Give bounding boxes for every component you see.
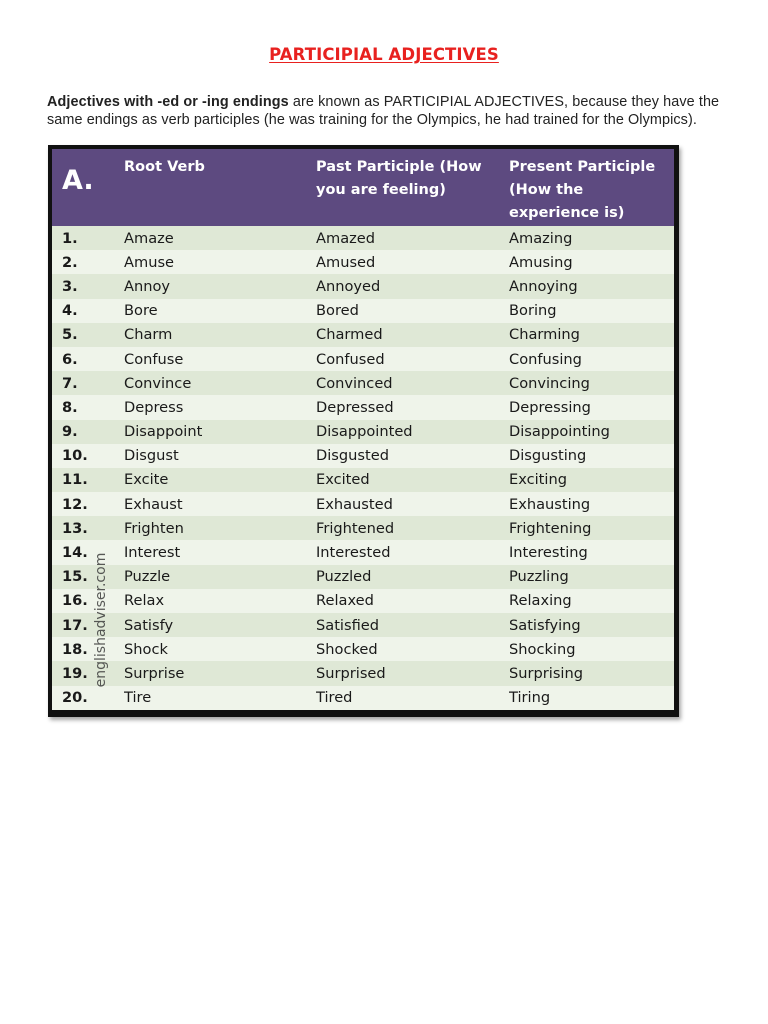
present-participle-cell: Annoying [509,274,674,298]
present-participle-cell: Charming [509,323,674,347]
table-row [52,299,674,323]
watermark: englishadviser.com [93,552,109,688]
root-verb-cell: Depress [124,395,316,419]
present-participle-cell: Amazing [509,226,674,250]
root-verb-cell: Interest [124,540,316,564]
past-participle-cell: Amused [316,250,509,274]
table-row [52,274,674,298]
past-participle-cell: Confused [316,347,509,371]
past-participle-cell: Excited [316,468,509,492]
row-number: 11. [52,468,124,492]
present-participle-cell: Disgusting [509,444,674,468]
present-participle-cell: Shocking [509,637,674,661]
participle-table [52,149,674,710]
header-past-participle: Past Participle (How you are feeling) [316,149,509,226]
row-number: 14. [52,540,124,564]
table-row [52,589,674,613]
root-verb-cell: Amaze [124,226,316,250]
past-participle-cell: Interested [316,540,509,564]
row-number: 5. [52,323,124,347]
table-row [52,661,674,685]
row-number: 19. [52,661,124,685]
present-participle-cell: Satisfying [509,613,674,637]
table-row [52,492,674,516]
table-row [52,468,674,492]
table-row [52,420,674,444]
page-title: PARTICIPIAL ADJECTIVES [269,45,499,64]
row-number: 10. [52,444,124,468]
past-participle-cell: Satisfied [316,613,509,637]
intro-text: are known as PARTICIPIAL ADJECTIVES, because they have the same endings as verb participles (he was training for the Olympics, he had trained for the Olympics). [47,94,720,129]
row-number: 6. [52,347,124,371]
root-verb-cell: Amuse [124,250,316,274]
intro-lead: Adjectives with -ed or -ing endings [47,94,289,111]
past-participle-cell: Amazed [316,226,509,250]
row-number: 17. [52,613,124,637]
participle-table-frame [48,145,679,717]
row-number: 16. [52,589,124,613]
row-number: 9. [52,420,124,444]
past-participle-cell: Depressed [316,395,509,419]
past-participle-cell: Annoyed [316,274,509,298]
present-participle-cell: Amusing [509,250,674,274]
present-participle-cell: Interesting [509,540,674,564]
past-participle-cell: Convinced [316,371,509,395]
present-participle-cell: Frightening [509,516,674,540]
present-participle-cell: Puzzling [509,565,674,589]
past-participle-cell: Charmed [316,323,509,347]
row-number: 20. [52,686,124,710]
present-participle-cell: Relaxing [509,589,674,613]
root-verb-cell: Annoy [124,274,316,298]
past-participle-cell: Disappointed [316,420,509,444]
header-root-verb: Root Verb [124,149,316,226]
table-row [52,686,674,710]
table-row [52,540,674,564]
root-verb-cell: Puzzle [124,565,316,589]
root-verb-cell: Surprise [124,661,316,685]
table-row [52,323,674,347]
root-verb-cell: Shock [124,637,316,661]
table-row [52,250,674,274]
table-row [52,565,674,589]
root-verb-cell: Confuse [124,347,316,371]
root-verb-cell: Frighten [124,516,316,540]
row-number: 8. [52,395,124,419]
root-verb-cell: Tire [124,686,316,710]
table-row [52,637,674,661]
row-number: 2. [52,250,124,274]
table-body [52,226,674,710]
table-row [52,444,674,468]
table-header-row [52,149,674,226]
present-participle-cell: Boring [509,299,674,323]
present-participle-cell: Tiring [509,686,674,710]
root-verb-cell: Disappoint [124,420,316,444]
past-participle-cell: Disgusted [316,444,509,468]
row-number: 13. [52,516,124,540]
table-row [52,347,674,371]
row-number: 4. [52,299,124,323]
root-verb-cell: Bore [124,299,316,323]
table-row [52,395,674,419]
intro-paragraph [47,93,727,129]
row-number: 15. [52,565,124,589]
past-participle-cell: Relaxed [316,589,509,613]
table-row [52,226,674,250]
past-participle-cell: Shocked [316,637,509,661]
present-participle-cell: Surprising [509,661,674,685]
table-row [52,371,674,395]
root-verb-cell: Disgust [124,444,316,468]
root-verb-cell: Satisfy [124,613,316,637]
present-participle-cell: Exciting [509,468,674,492]
root-verb-cell: Relax [124,589,316,613]
row-number: 1. [52,226,124,250]
present-participle-cell: Depressing [509,395,674,419]
present-participle-cell: Convincing [509,371,674,395]
past-participle-cell: Bored [316,299,509,323]
header-present-participle: Present Participle (How the experience is) [509,149,674,226]
row-number: 7. [52,371,124,395]
table-row [52,613,674,637]
row-number: 18. [52,637,124,661]
row-number: 3. [52,274,124,298]
table-row [52,516,674,540]
root-verb-cell: Excite [124,468,316,492]
past-participle-cell: Frightened [316,516,509,540]
past-participle-cell: Tired [316,686,509,710]
past-participle-cell: Surprised [316,661,509,685]
root-verb-cell: Exhaust [124,492,316,516]
present-participle-cell: Confusing [509,347,674,371]
past-participle-cell: Exhausted [316,492,509,516]
past-participle-cell: Puzzled [316,565,509,589]
present-participle-cell: Disappointing [509,420,674,444]
root-verb-cell: Charm [124,323,316,347]
present-participle-cell: Exhausting [509,492,674,516]
table-label: A. [52,149,124,226]
root-verb-cell: Convince [124,371,316,395]
row-number: 12. [52,492,124,516]
